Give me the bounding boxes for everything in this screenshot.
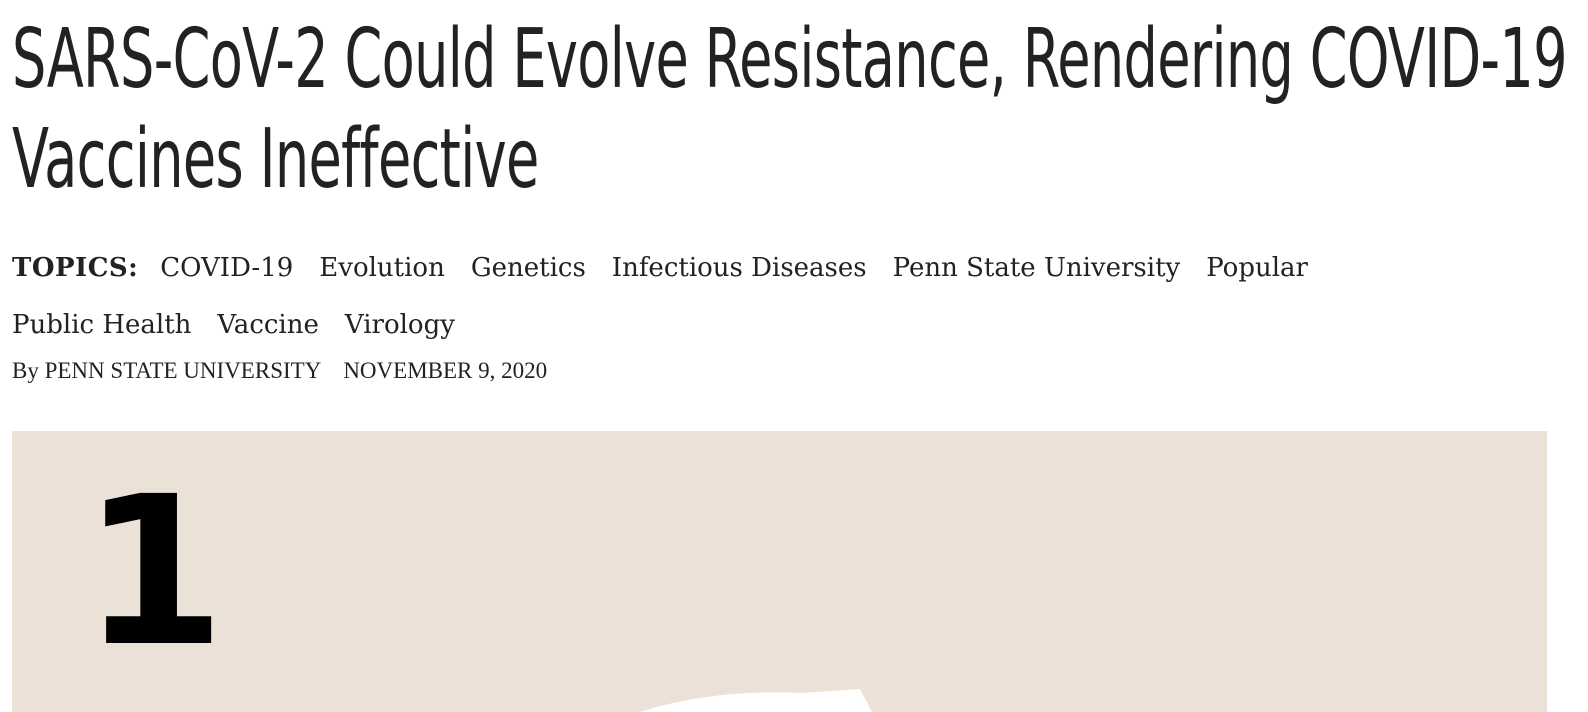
- topic-link-infectious-diseases[interactable]: Infectious Diseases: [611, 253, 867, 283]
- topic-link-penn-state-university[interactable]: Penn State University: [892, 253, 1181, 283]
- topic-link-evolution[interactable]: Evolution: [319, 253, 445, 283]
- topics-label: TOPICS:: [12, 253, 139, 283]
- topics-list: [12, 240, 1572, 354]
- topic-link-genetics[interactable]: Genetics: [470, 253, 586, 283]
- step-number: 1: [82, 452, 226, 692]
- hero-shape: [640, 689, 872, 712]
- topic-link-public-health[interactable]: Public Health: [12, 310, 192, 340]
- publish-date: NOVEMBER 9, 2020: [343, 358, 548, 383]
- topic-link-vaccine[interactable]: Vaccine: [217, 310, 319, 340]
- hero-image: [12, 431, 1547, 712]
- hero-illustration: [12, 431, 1547, 712]
- byline: [12, 358, 547, 384]
- topic-link-popular[interactable]: Popular: [1206, 253, 1308, 283]
- topic-link-virology[interactable]: Virology: [344, 310, 455, 340]
- article-title: SARS-CoV-2 Could Evolve Resistance, Rendering COVID-19 Vaccines Ineffective: [12, 12, 1567, 207]
- byline-author[interactable]: By PENN STATE UNIVERSITY: [12, 358, 322, 383]
- topic-link-covid-19[interactable]: COVID-19: [160, 253, 294, 283]
